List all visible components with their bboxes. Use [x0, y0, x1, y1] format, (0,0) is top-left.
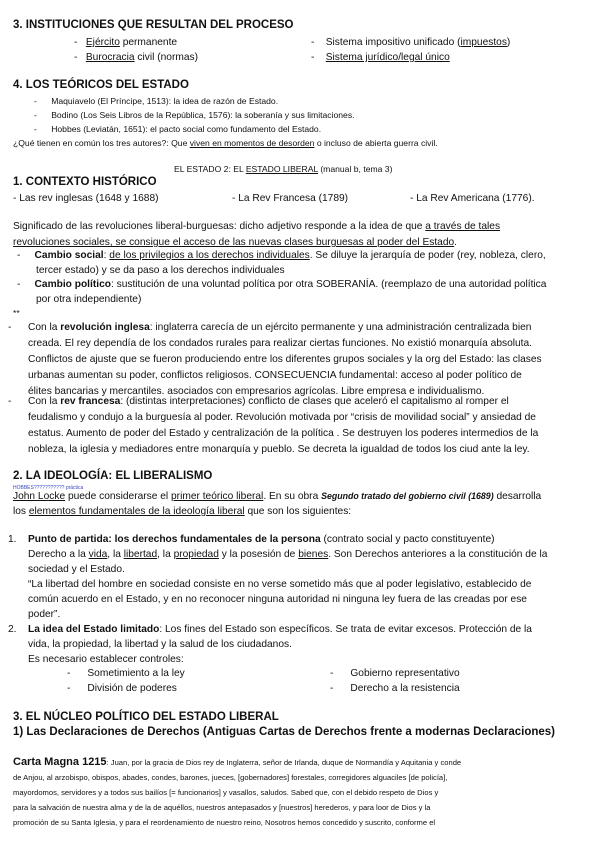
cambio-social-cont: tercer estado) y se da paso a los derechos individuales [36, 265, 285, 276]
nucleus-title: 3. EL NÚCLEO POLÍTICO DEL ESTADO LIBERAL [13, 711, 279, 723]
carta-magna-line: mayordomos, servidores y a todos sus bailíos [= funcionarios] y vasallos, saludos. Sabed que, con el debido respeto de Dios y [13, 788, 439, 797]
fr-line: Con la rev francesa: (distintas interpretaciones) conflicto de clases que aceleró el capitalismo al romper el [28, 396, 509, 407]
institution-item: - Sistema jurídico/legal único [311, 52, 450, 63]
control-item: - Derecho a la resistencia [330, 683, 460, 694]
theorist-item: - Hobbes (Leviatán, 1651): el pacto social como fundamento del Estado. [34, 124, 322, 134]
lesson-title: EL ESTADO 2: EL ESTADO LIBERAL (manual b, tema 3) [174, 164, 393, 174]
locke-quote: “La libertad del hombre en sociedad consiste en no verse sometido más que al poder legislativo, establecido de [28, 579, 532, 590]
carta-magna-line: de Anjou, al arzobispo, obispos, abades, condes, barones, jueces, [gobernadores] forestales, corregidores alguaciles [de policía], [13, 773, 448, 782]
point-number: 1. [8, 534, 17, 545]
control-item: - División de poderes [67, 683, 177, 694]
significance-line: Significado de las revoluciones liberal-burguesas: dicho adjetivo responde a la idea de que a través de tales [13, 221, 501, 232]
ing-line: élites bancarias y mercantiles. asociados con empresarios agrícolas. Libre empresa e individualismo. [28, 386, 485, 397]
point-1: Punto de partida: los derechos fundamentales de la persona (contrato social y pacto constituyente) [28, 534, 495, 545]
carta-magna-line: promoción de su Santa Iglesia, y para el reordenamiento de nuestro reino, Nosotros hemos concedido y suscrito, conforme el [13, 818, 436, 827]
point-1-line: Derecho a la vida, la libertad, la propiedad y la posesión de bienes. Son Derechos anteriores a la constitución de la [28, 549, 548, 560]
revolution-item: - Las rev inglesas (1648 y 1688) [13, 193, 159, 204]
point-1-line: sociedad y el Estado. [28, 564, 125, 575]
handwritten-note: HOBBES??????????? práctica [13, 485, 84, 491]
carta-magna-line: para la salvación de nuestra alma y de la de aquéllos, nuestros antepasados y [nuestros] herederos, y para loor de Dios y la [13, 803, 431, 812]
cambio-politico: - Cambio político: sustitución de una voluntad política por otra SOBERANÍA. (reemplazo de una autoridad política [17, 279, 547, 290]
point-2-line: vida, la propiedad, la libertad y la salud de los ciudadanos. [28, 639, 292, 650]
common-question: ¿Qué tienen en común los tres autores?: Que viven en momentos de desorden o incluso de abierta guerra civil. [13, 138, 438, 148]
institution-item: - Sistema impositivo unificado (impuestos) [311, 37, 511, 48]
revolution-item: - La Rev Francesa (1789) [232, 193, 349, 204]
theorist-item: - Maquiavelo (El Príncipe, 1513): la idea de razón de Estado. [34, 96, 279, 106]
control-item: - Gobierno representativo [330, 668, 460, 679]
ing-line: urbanas aumentan su poder, conflictos religiosos. CONSECUENCIA fundamental: acceso al poder político de [28, 370, 522, 381]
cambio-politico-cont: por otra independiente) [36, 294, 142, 305]
point-2: La idea del Estado limitado: Los fines del Estado son específicos. Se trata de evitar excesos. Protección de la [28, 624, 532, 635]
section-4-title: 4. LOS TEÓRICOS DEL ESTADO [13, 79, 189, 91]
stars: ** [13, 308, 20, 318]
cambio-social: - Cambio social: de los privilegios a los derechos individuales. Se diluye la jerarquía de poder (rey, nobleza, clero, [17, 250, 546, 261]
point-number: 2. [8, 624, 17, 635]
carta-magna-line: Carta Magna 1215: Juan, por la gracia de Dios rey de Inglaterra, señor de Irlanda, duque de Normandía y Aquitania y conde [13, 756, 462, 768]
point-2-line: Es necesario establecer controles: [28, 654, 184, 665]
fr-line: estatus. Aumento de poder del Estado y centralización de la política . Se destruyen los poderes intermedios de la [28, 428, 539, 439]
section-3-title: 3. INSTITUCIONES QUE RESULTAN DEL PROCESO [13, 19, 294, 31]
revolution-item: - La Rev Americana (1776). [410, 193, 535, 204]
fr-line: nobleza, la iglesia y mediadores entre monarquía y pueblo. Se decreta la igualdad de todos los ciud ante la ley. [28, 444, 530, 455]
fr-line: feudalismo y condujo a la burguesía al poder. Revolución motivada por “crisis de movilidad social” y ansiedad de [28, 412, 536, 423]
significance-line: revoluciones sociales, se consigue el acceso de las nuevas clases burguesas al poder del Estado. [13, 237, 458, 248]
locke-quote: común acuerdo en el Estado, y en no reconocer ninguna autoridad ni ninguna ley fuera de las creadas por ese [28, 594, 527, 605]
locke-line: los elementos fundamentales de la ideología liberal que son los siguientes: [13, 506, 352, 517]
ing-line: Conflictos de ajuste que se fueron produciendo entre los diferentes grupos sociales y la org del Estado: las clases [28, 354, 542, 365]
ing-line: Con la revolución inglesa: inglaterra carecía de un ejército permanente y una administración centralizada bien [28, 322, 532, 333]
ideology-title: 2. LA IDEOLOGÍA: EL LIBERALISMO [13, 470, 213, 482]
theorist-item: - Bodino (Los Seis Libros de la República, 1576): la soberanía y sus limitaciones. [34, 110, 355, 120]
institution-item: - Burocracia civil (normas) [74, 52, 198, 63]
locke-quote: poder”. [28, 609, 61, 620]
bullet-dash: - [8, 322, 12, 333]
control-item: - Sometimiento a la ley [67, 668, 185, 679]
context-title: 1. CONTEXTO HISTÓRICO [13, 176, 157, 188]
nucleus-subtitle: 1) Las Declaraciones de Derechos (Antiguas Cartas de Derechos frente a modernas Declaraciones) [13, 726, 555, 738]
locke-line: John Locke puede considerarse el primer teórico liberal. En su obra Segundo tratado del gobierno civil (1689) desarrolla [13, 491, 542, 502]
institution-item: - Ejército permanente [74, 37, 178, 48]
ing-line: creada. El rey dependía de los condados rurales para realizar ciertas funciones. No existió monarquía absoluta. [28, 338, 533, 349]
bullet-dash: - [8, 396, 12, 407]
